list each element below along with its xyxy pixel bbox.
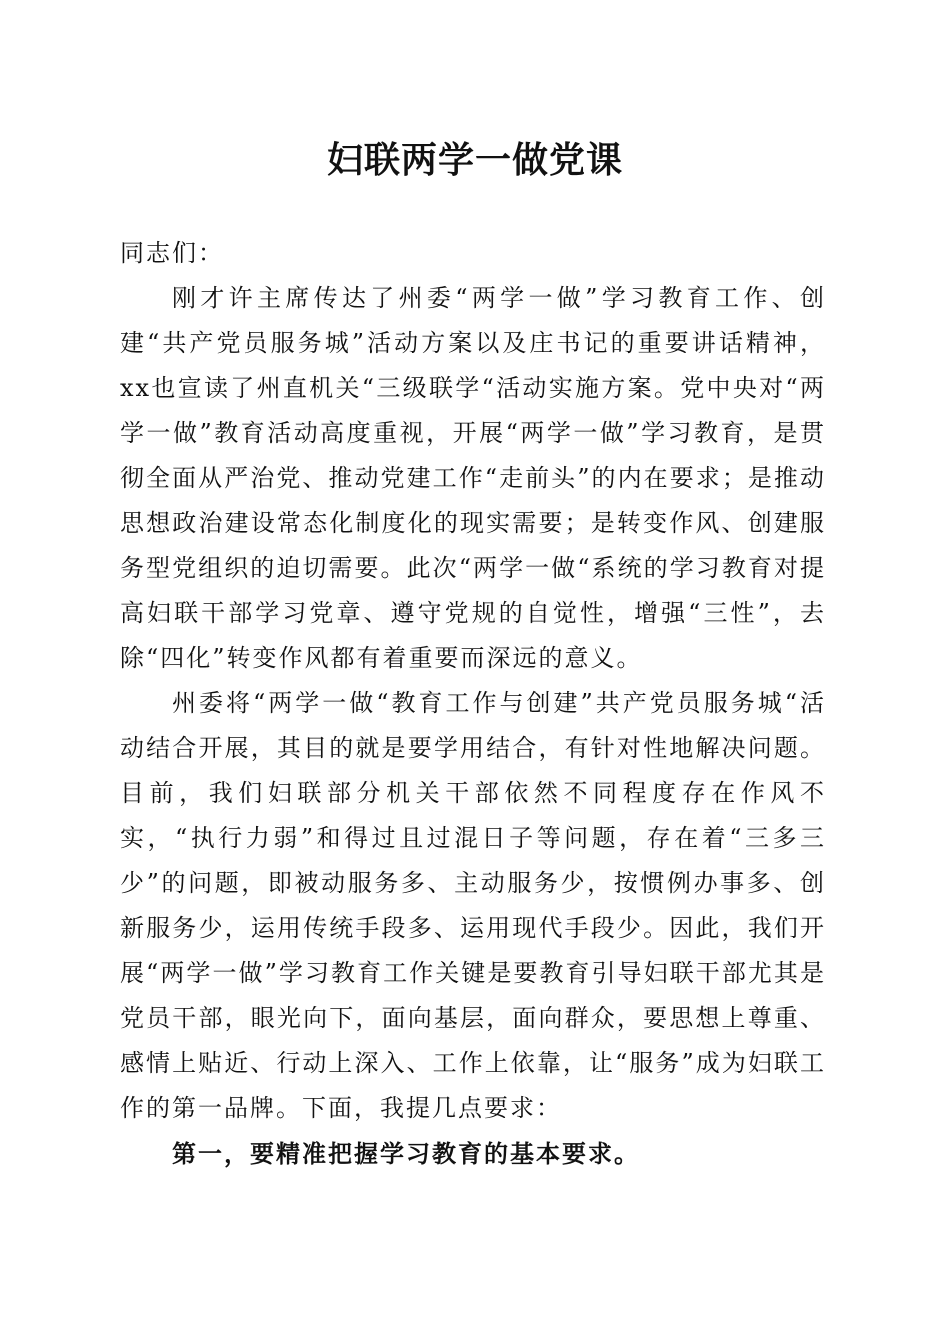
- document-body: [120, 231, 826, 1176]
- section-heading: 第一，要精准把握学习教育的基本要求。: [172, 1139, 640, 1168]
- salutation: 同志们：: [120, 239, 224, 267]
- paragraph-1: 刚才许主席传达了州委“两学一做”学习教育工作、创建“共产党员服务城”活动方案以及庄书记的重要讲话精神，xx也宣读了州直机关“三级联学“活动实施方案。党中央对“两学一做”教育活动高度重视，开展“两学一做”学习教育，是贯彻全面从严治党、推动党建工作“走前头”的内在要求；是推动思想政治建设常态化制度化的现实需要；是转变作风、创建服务型党组织的迫切需要。此次“两学一做“系统的学习教育对提高妇联干部学习党章、遵守党规的自觉性，增强“三性”，去除“四化”转变作风都有着重要而深远的意义。: [120, 284, 826, 672]
- paragraph-2: 州委将“两学一做“教育工作与创建”共产党员服务城“活动结合开展，其目的就是要学用结合，有针对性地解决问题。目前，我们妇联部分机关干部依然不同程度存在作风不实，“执行力弱”和得过且过混日子等问题，存在着“三多三少”的问题，即被动服务多、主动服务少，按惯例办事多、创新服务少，运用传统手段多、运用现代手段少。因此，我们开展“两学一做”学习教育工作关键是要教育引导妇联干部尤其是党员干部，眼光向下，面向基层，面向群众，要思想上尊重、感情上贴近、行动上深入、工作上依靠，让“服务”成为妇联工作的第一品牌。下面，我提几点要求：: [120, 689, 826, 1122]
- document-title: 妇联两学一做党课: [326, 139, 623, 181]
